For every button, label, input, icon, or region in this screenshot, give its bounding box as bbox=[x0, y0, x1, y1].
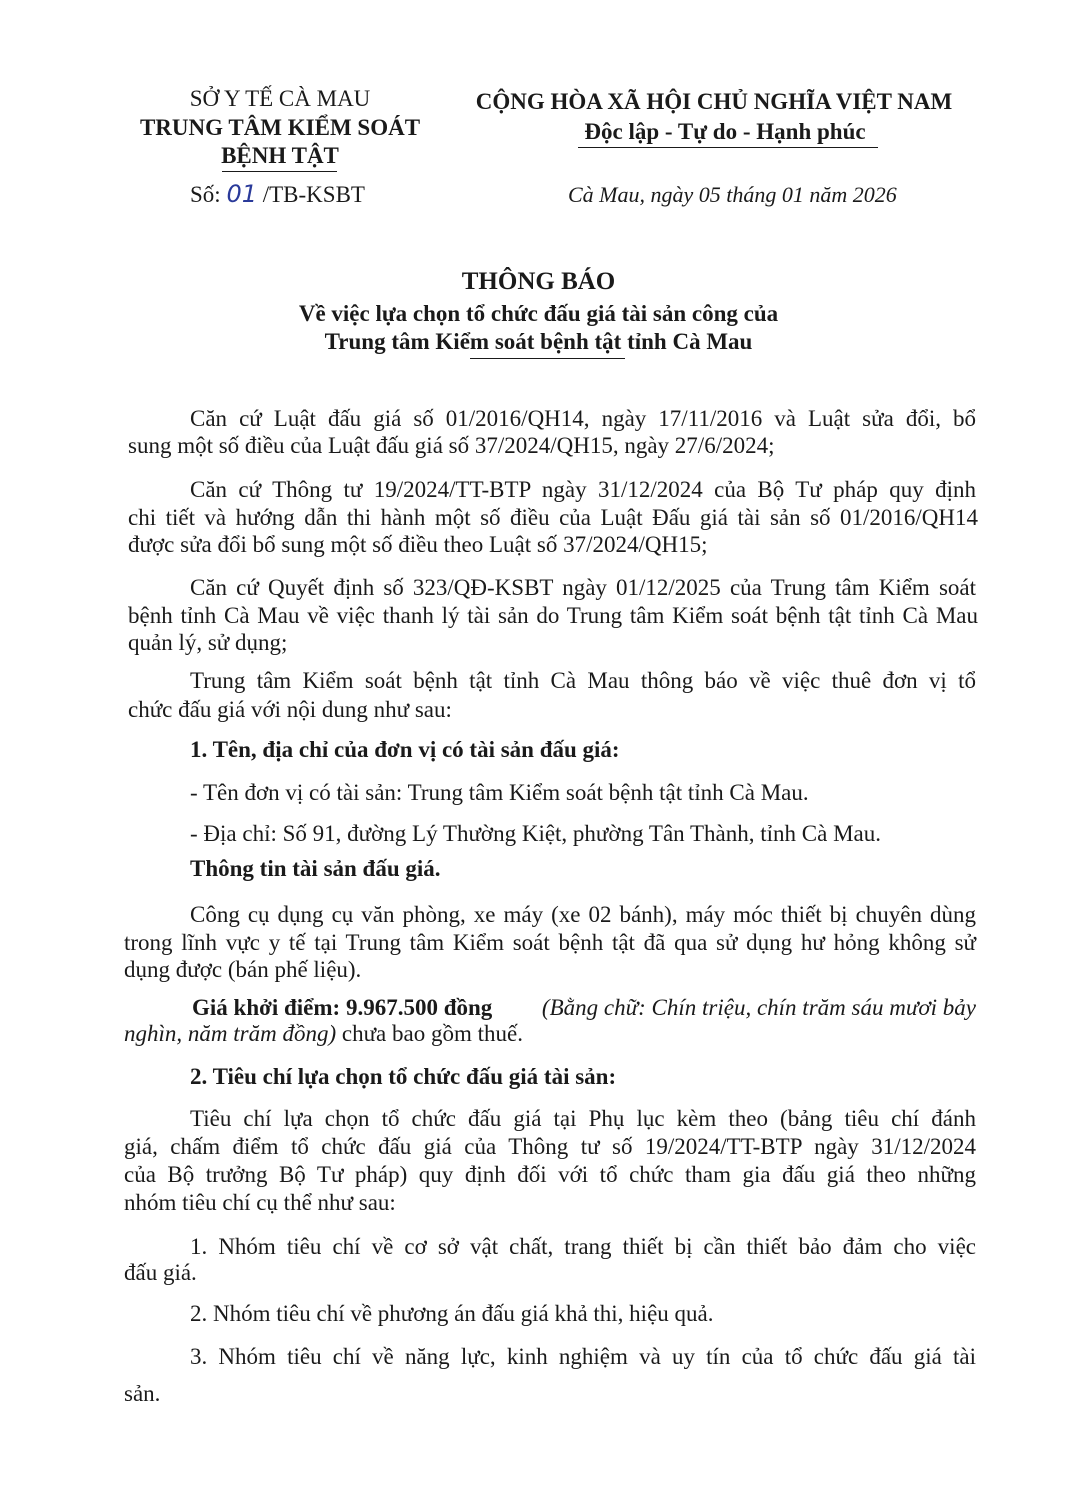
asset-description-line: trong lĩnh vực y tế tại Trung tâm Kiểm soát bệnh tật đã qua sử dụng hư hỏng không sử bbox=[124, 930, 976, 955]
title-subject-line1: Về việc lựa chọn tổ chức đấu giá tài sản công của bbox=[298, 301, 779, 326]
title-subject-line2: Trung tâm Kiểm soát bệnh tật tỉnh Cà Mau bbox=[324, 329, 753, 354]
section-1-heading: 1. Tên, địa chỉ của đơn vị có tài sản đấu giá: bbox=[190, 737, 620, 762]
left-header-underline bbox=[222, 171, 337, 172]
criteria-group-2: 2. Nhóm tiêu chí về phương án đấu giá khả thi, hiệu quả. bbox=[190, 1301, 714, 1326]
place-date: Cà Mau, ngày 05 tháng 01 năm 2026 bbox=[568, 182, 897, 207]
unit-name-line2: BỆNH TẬT bbox=[221, 143, 339, 168]
handwritten-number: 01 bbox=[226, 180, 257, 208]
asset-info-heading: Thông tin tài sản đấu giá. bbox=[190, 856, 441, 881]
paragraph-basis-2-line: chi tiết và hướng dẫn thi hành một số điều của Luật Đấu giá tài sản số 01/2016/QH14 bbox=[128, 505, 978, 530]
starting-price-line2 bbox=[124, 1021, 523, 1046]
paragraph-basis-2-line: Căn cứ Thông tư 19/2024/TT-BTP ngày 31/12/2024 của Bộ Tư pháp quy định bbox=[190, 477, 976, 502]
document-title: THÔNG BÁO bbox=[461, 268, 616, 295]
agency-name: SỞ Y TẾ CÀ MAU bbox=[189, 86, 371, 111]
criteria-intro-line: Tiêu chí lựa chọn tổ chức đấu giá tại Phụ lục kèm theo (bảng tiêu chí đánh bbox=[190, 1106, 976, 1131]
asset-owner-name: - Tên đơn vị có tài sản: Trung tâm Kiểm soát bệnh tật tỉnh Cà Mau. bbox=[190, 780, 809, 805]
paragraph-basis-1-line: sung một số điều của Luật đấu giá số 37/2024/QH15, ngày 27/6/2024; bbox=[128, 433, 775, 458]
paragraph-basis-2-line: được sửa đổi bổ sung một số điều theo Luật số 37/2024/QH15; bbox=[128, 532, 708, 557]
starting-price-tax-note: chưa bao gồm thuế. bbox=[341, 1021, 523, 1046]
criteria-group-1-line: 1. Nhóm tiêu chí về cơ sở vật chất, trang thiết bị cần thiết bảo đảm cho việc bbox=[190, 1234, 976, 1259]
asset-description-line: Công cụ dụng cụ văn phòng, xe máy (xe 02 bánh), máy móc thiết bị chuyên dùng bbox=[190, 902, 976, 927]
starting-price-words: (Bằng chữ: Chín triệu, chín trăm sáu mươi bảy bbox=[541, 995, 976, 1020]
motto-underline bbox=[578, 147, 878, 148]
criteria-group-3-line: 3. Nhóm tiêu chí về năng lực, kinh nghiệm và uy tín của tổ chức đấu giá tài bbox=[190, 1344, 976, 1369]
criteria-intro-line: của Bộ trưởng Bộ Tư pháp) quy định đối với tổ chức tham gia đấu giá theo những bbox=[124, 1162, 976, 1187]
number-suffix: /TB-KSBT bbox=[262, 182, 365, 207]
national-motto: Độc lập - Tự do - Hạnh phúc bbox=[584, 119, 866, 144]
criteria-intro-line: nhóm tiêu chí cụ thể như sau: bbox=[124, 1190, 396, 1215]
asset-description-line: dụng được (bán phế liệu). bbox=[124, 957, 362, 982]
paragraph-notice-line: Trung tâm Kiểm soát bệnh tật tỉnh Cà Mau thông báo về việc thuê đơn vị tổ bbox=[190, 668, 976, 693]
paragraph-basis-3-line: bệnh tỉnh Cà Mau về việc thanh lý tài sản do Trung tâm Kiểm soát bệnh tật tỉnh Cà Mau bbox=[128, 603, 978, 628]
number-prefix: Số: bbox=[190, 182, 221, 207]
criteria-group-3-line: sản. bbox=[124, 1381, 161, 1406]
criteria-group-1-line: đấu giá. bbox=[124, 1260, 197, 1285]
paragraph-notice-line: chức đấu giá với nội dung như sau: bbox=[128, 697, 452, 722]
starting-price-line1 bbox=[192, 995, 976, 1020]
document-number bbox=[190, 180, 365, 209]
starting-price-words-cont: nghìn, năm trăm đồng) bbox=[124, 1021, 337, 1046]
section-2-heading: 2. Tiêu chí lựa chọn tổ chức đấu giá tài sản: bbox=[190, 1064, 617, 1089]
criteria-intro-line: giá, chấm điểm tổ chức đấu giá của Thông tư số 19/2024/TT-BTP ngày 31/12/2024 bbox=[124, 1134, 976, 1159]
paragraph-basis-3-line: quản lý, sử dụng; bbox=[128, 630, 288, 655]
asset-owner-address: - Địa chỉ: Số 91, đường Lý Thường Kiệt, phường Tân Thành, tỉnh Cà Mau. bbox=[190, 821, 881, 846]
paragraph-basis-1-line: Căn cứ Luật đấu giá số 01/2016/QH14, ngày 17/11/2016 và Luật sửa đổi, bổ bbox=[190, 406, 976, 431]
starting-price-label: Giá khởi điểm: 9.967.500 đồng bbox=[192, 995, 493, 1020]
unit-name-line1: TRUNG TÂM KIỂM SOÁT bbox=[139, 115, 421, 140]
nation-name: CỘNG HÒA XÃ HỘI CHỦ NGHĨA VIỆT NAM bbox=[475, 89, 953, 114]
paragraph-basis-3-line: Căn cứ Quyết định số 323/QĐ-KSBT ngày 01/12/2025 của Trung tâm Kiểm soát bbox=[190, 575, 976, 600]
title-underline bbox=[470, 358, 625, 359]
